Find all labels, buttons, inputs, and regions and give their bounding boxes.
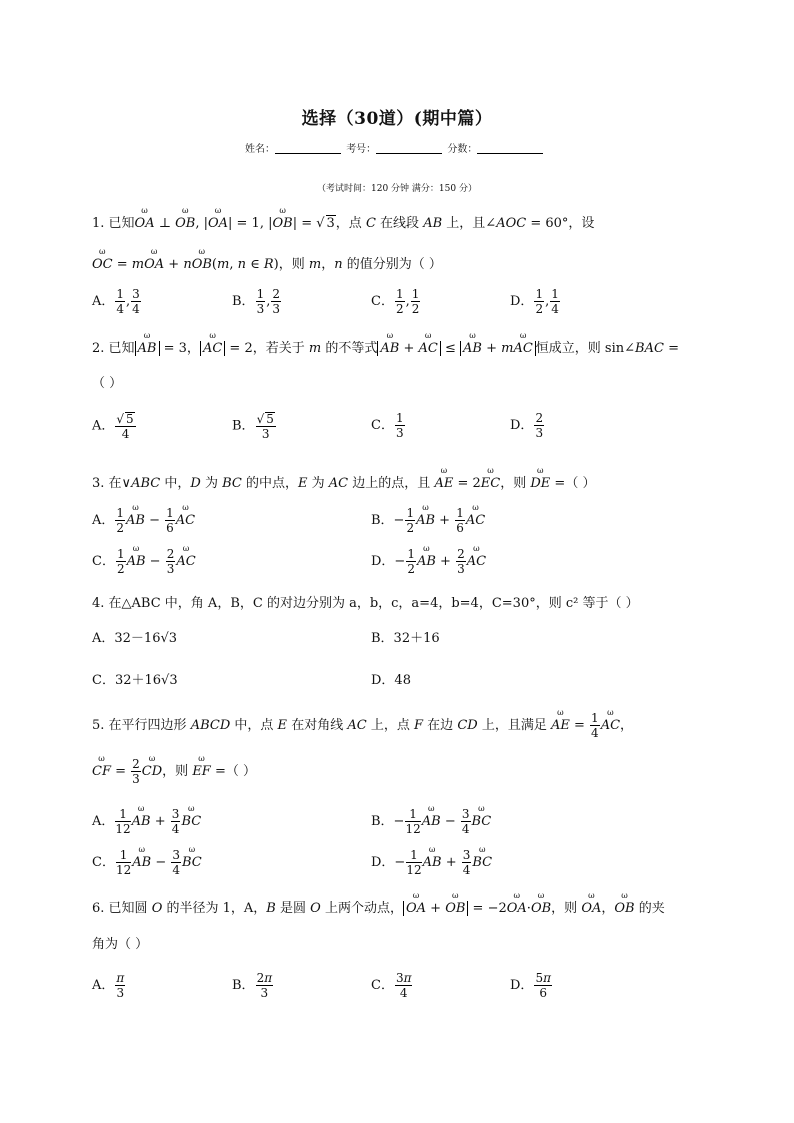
q6-option-a[interactable]: A． $\frac{\pi}{3}$ bbox=[92, 971, 125, 1000]
question-4-line-1: 4. 在△ABC 中，角 A，B，C 的对边分别为 a，b，c，a=4，b=4，C=30°，则 c² 等于（ ） bbox=[92, 596, 639, 611]
id-blank[interactable] bbox=[376, 143, 442, 154]
question-2-line-2: （ ） bbox=[92, 376, 123, 391]
q6-option-c[interactable]: C． $\frac{3\pi}{4}$ bbox=[371, 971, 412, 1000]
q1-option-a[interactable]: A． $\frac{1}{4}$ , $\frac{3}{4}$ bbox=[92, 287, 140, 316]
id-label: 考号： bbox=[346, 144, 377, 155]
question-3-line-1: 3. 在∨ABC 中，D 为 BC 的中点，E 为 AC 边上的点，且 ω AE = 2ω EC，则 ω DE =（ ） bbox=[92, 470, 595, 491]
name-blank[interactable] bbox=[275, 143, 341, 154]
q3-option-c[interactable]: C． $\frac{1}{2}$ ω AB − $\frac{2}{3}$ ω AC bbox=[92, 548, 196, 575]
q4-option-a[interactable]: A．32－16√3 bbox=[92, 631, 178, 646]
q4-option-d[interactable]: D．48 bbox=[371, 673, 411, 688]
q3-option-b[interactable]: B．− $\frac{1}{2}$ ω AB + $\frac{1}{6}$ ω AC bbox=[371, 507, 485, 534]
q1-option-d[interactable]: D． $\frac{1}{2}$ , $\frac{1}{4}$ bbox=[510, 287, 559, 316]
q3-option-d[interactable]: D．− $\frac{1}{2}$ ω AB + $\frac{2}{3}$ ω AC bbox=[371, 548, 486, 575]
q5-option-c[interactable]: C． $\frac{1}{12}$ ω AB − $\frac{3}{4}$ ω BC bbox=[92, 849, 202, 876]
page-title: 选择（30道）(期中篇） bbox=[301, 109, 493, 129]
exam-time-info: （考试时间：120 分钟 满分：150 分） bbox=[317, 184, 477, 194]
score-blank[interactable] bbox=[477, 143, 543, 154]
q1-option-c[interactable]: C． $\frac{1}{2}$ , $\frac{1}{2}$ bbox=[371, 287, 420, 316]
q2-option-c[interactable]: C． $\frac{1}{3}$ bbox=[371, 411, 404, 440]
score-label: 分数： bbox=[447, 144, 478, 155]
q2-option-a[interactable]: A． $\frac{√ 5}{4}$ bbox=[92, 412, 134, 441]
question-1-line-2: ω OC = mω OA + nω OB(m, n ∈ R)，则 m，n 的值分别为（ ） bbox=[92, 251, 442, 272]
q5-option-a[interactable]: A． $\frac{1}{12}$ ω AB + $\frac{3}{4}$ ω BC bbox=[92, 808, 201, 835]
name-label: 姓名： bbox=[245, 144, 275, 155]
q6-option-d[interactable]: D． $\frac{5\pi}{6}$ bbox=[510, 971, 551, 1000]
q6-option-b[interactable]: B． $\frac{2\pi}{3}$ bbox=[232, 971, 273, 1000]
question-5-line-2: ω CF = $\frac{2}{3}$ ω CD，则 ω EF =（ ） bbox=[92, 758, 256, 785]
q2-option-d[interactable]: D． $\frac{2}{3}$ bbox=[510, 411, 544, 440]
q5-option-d[interactable]: D．− $\frac{1}{12}$ ω AB + $\frac{3}{4}$ ω BC bbox=[371, 849, 492, 876]
q2-option-b[interactable]: B． $\frac{√ 5}{3}$ bbox=[232, 412, 274, 441]
question-6-line-1: 6. 已知圆 O 的半径为 1，A，B 是圆 O 上两个动点，ω OA + ω OB = −2ω OA·ω OB，则 ω OA，ω OB 的夹 bbox=[92, 895, 665, 916]
question-6-line-2: 角为（ ） bbox=[92, 937, 149, 952]
q4-option-c[interactable]: C．32＋16√3 bbox=[92, 673, 178, 688]
question-5-line-1: 5. 在平行四边形 ABCD 中，点 E 在对角线 AC 上，点 F 在边 CD 上，且满足 ω AE = $\frac{1}{4}$ ω AC， bbox=[92, 712, 633, 739]
question-2-line-1: 2. 已知ω AB = 3，ω AC = 2，若关于 m 的不等式ω AB + ω AC ≤ ω AB + mω AC 恒成立，则 sin∠BAC = bbox=[92, 335, 679, 356]
q1-option-b[interactable]: B． $\frac{1}{3}$ , $\frac{2}{3}$ bbox=[232, 287, 280, 316]
question-1-line-1: 1. 已知ω OA ⊥ ω OB, |ω OA| = 1, |ω OB| = √ 3，点 C 在线段 AB 上，且∠AOC = 60°，设 bbox=[92, 210, 594, 231]
q5-option-b[interactable]: B．− $\frac{1}{12}$ ω AB − $\frac{3}{4}$ ω BC bbox=[371, 808, 491, 835]
q3-option-a[interactable]: A． $\frac{1}{2}$ ω AB − $\frac{1}{6}$ ω AC bbox=[92, 507, 195, 534]
student-info-row bbox=[245, 140, 545, 155]
q4-option-b[interactable]: B．32＋16 bbox=[371, 631, 440, 646]
